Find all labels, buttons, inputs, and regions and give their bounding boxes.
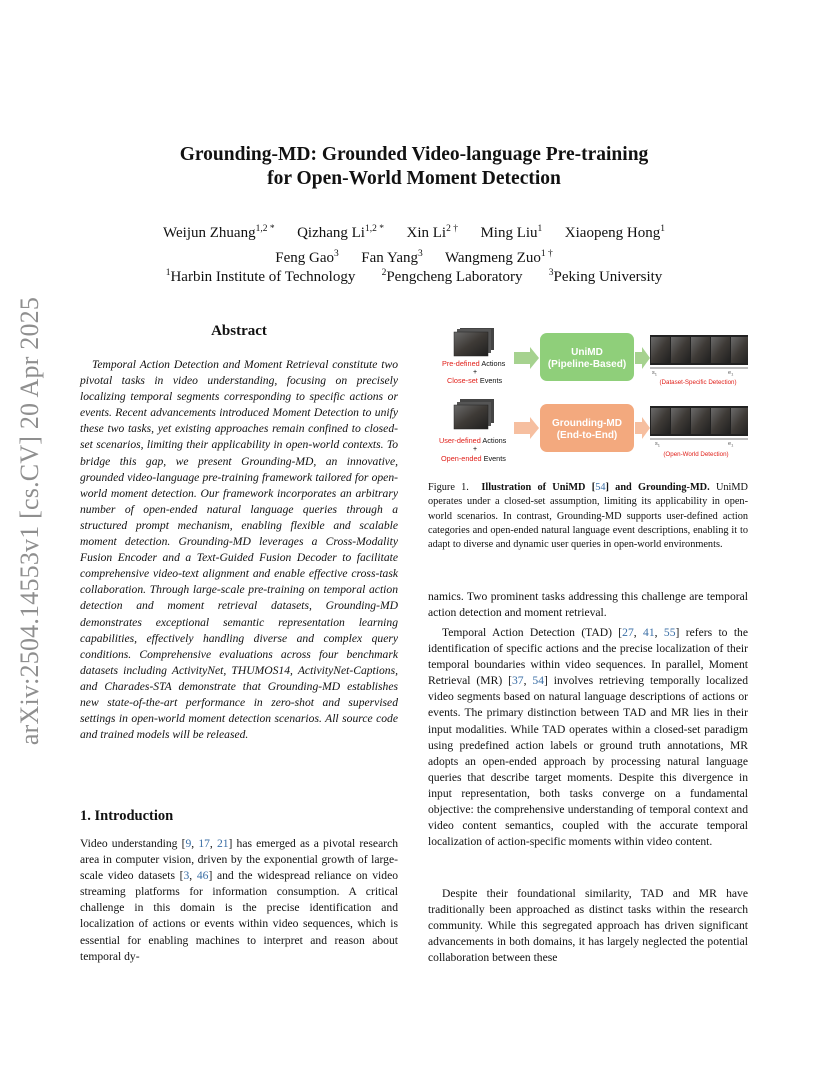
author-sup: 3	[417, 249, 423, 259]
citation-link[interactable]: 3	[183, 869, 190, 883]
caption-bold: Illustration of UniMD [	[481, 482, 596, 493]
aff-name: Peking University	[553, 269, 663, 285]
text-run: ,	[191, 837, 199, 850]
bottom-arrow-in	[514, 417, 539, 439]
text-run: ] has emerged as a pivotal research area in computer vision, driven by the exponential growth of large-scale video datasets [	[80, 837, 399, 883]
text-run: Video understanding [	[80, 837, 186, 850]
bottom-start-time: $s_1$	[655, 441, 660, 448]
title-line-1: Grounding-MD: Grounded Video-language Pre-training	[179, 144, 649, 165]
aff-name: Harbin Institute of Technology	[170, 269, 356, 285]
author-name: Ming Liu	[480, 225, 538, 241]
citation-link[interactable]: 9	[185, 837, 192, 850]
right-paragraph-2: Despite their foundational similarity, TAD and MR have traditionally been approached as distinct tasks within the research community. While this segregated approach has driven significant advancements in both domains, it has largely neglected the potential collaboration between these	[428, 887, 748, 965]
bottom-end-time: $e_1$	[728, 441, 734, 448]
author-sup: 3	[334, 249, 339, 259]
author-sup: 1,2 *	[255, 224, 275, 234]
text-run: ] and the widespread reliance on video streaming platforms for information consumption. A critical challenge in this domain is the precise identification and localization of actions or events within video sequences, which is essential for enabling machines to interpret and reason about temporal dy-	[80, 869, 399, 963]
author-sup: 1	[537, 224, 543, 234]
citation-link[interactable]: 37	[511, 674, 524, 688]
top-video-stack-icon	[454, 328, 494, 356]
top-end-time: $e_1$	[728, 370, 734, 377]
arxiv-watermark	[12, 286, 48, 756]
unimd-box-title: UniMD	[571, 347, 603, 358]
unimd-box-subtitle: (Pipeline-Based)	[547, 359, 627, 370]
affiliations	[80, 268, 748, 286]
aff-sup: 3	[548, 268, 554, 278]
text-run: ,	[189, 869, 197, 883]
top-input-label-2: Close-set Events	[447, 376, 503, 385]
figure-caption	[428, 481, 748, 552]
abstract-text: Temporal Action Detection and Moment Retrieval constitute two pivotal tasks in video understanding, focusing on precisely localizing temporal segments corresponding to specific actions or events. Recent advancements introduced Moment Detection to unify these two tasks, yet existing approaches remain confined to closed-set scenarios, limiting their applicability in open-world contexts. To bridge this gap, we present Grounding-MD, an innovative, grounded video-language pre-training framework tailored for open-world moment detection. Our framework incorporates an arbitrary number of open-ended natural language queries through a structured prompt mechanism, enabling flexible and scalable moment detection. Grounding-MD leverages a Cross-Modality Fusion Encoder and a Text-Guided Fusion Decoder to facilitate comprehensive video-text alignment and enable effective cross-task collaboration. Through large-scale pre-training on temporal action detection and moment retrieval datasets, Grounding-MD demonstrates exceptional semantic representation learning capabilities, effectively handling diverse and complex query conditions. Comprehensive evaluations across four benchmark datasets including ActivityNet, THUMOS14, ActivityNet-Captions, and Charades-STA demonstrate that Grounding-MD establishes new state-of-the-art performance in zero-shot and supervised settings in open-world moment detection scenarios. All source code and trained models will be released.	[80, 358, 398, 742]
author-name: Weijun Zhuang	[163, 225, 256, 241]
text-run: ] refers to the identification of specific actions and the precise localization of their temporal boundaries within video sequences. In parallel, Moment Retrieval (MR) [	[428, 626, 748, 688]
right-paragraph-1	[428, 625, 748, 850]
title-line-2: for Open-World Moment Detection	[267, 168, 561, 189]
paper-title	[80, 143, 748, 191]
citation-link[interactable]: 54	[595, 482, 606, 493]
intro-paragraph	[80, 836, 398, 965]
author-name: Feng Gao	[275, 250, 335, 266]
citation-link[interactable]: 27	[622, 626, 634, 639]
bottom-arrow-out	[635, 417, 650, 439]
author-name: Qizhang Li	[297, 225, 365, 241]
citation-link[interactable]: 41	[643, 626, 655, 639]
author-row-1	[80, 219, 748, 244]
text-run: ,	[209, 837, 217, 850]
text-run: ,	[523, 674, 533, 688]
author-name: Fan Yang	[361, 250, 418, 266]
citation-link[interactable]: 46	[196, 869, 209, 883]
top-arrow-in	[514, 347, 539, 369]
intro-heading: 1. Introduction	[80, 808, 174, 824]
text-run: ,	[654, 626, 664, 639]
author-sup: 1 †	[540, 249, 553, 259]
arxiv-id: arXiv:2504.14553v1 [cs.CV] 20 Apr 2025	[15, 296, 44, 746]
caption-text: UniMD operates under a closed-set assumption, limiting its applicability in open-world scenarios. In contrast, Grounding-MD supports user-defined action categories and open-ended natural language event descriptions, enabling it to adapt to diverse and dynamic user queries in open-world environments.	[428, 482, 748, 551]
top-detection-caption: (Dataset-Specific Detection)	[659, 379, 737, 386]
author-sup: 1	[660, 224, 665, 234]
text-run: ,	[633, 626, 644, 639]
top-frame-strip	[650, 335, 748, 368]
citation-link[interactable]: 21	[216, 837, 229, 850]
aff-sup: 1	[165, 268, 171, 278]
top-plus: +	[472, 369, 478, 376]
bottom-video-stack-icon	[454, 399, 494, 429]
grounding-md-box-title: Grounding-MD	[552, 418, 622, 429]
grounding-md-box-subtitle: (End-to-End)	[556, 430, 618, 441]
top-input-label: Pre-defined Actions	[442, 359, 506, 368]
top-arrow-out	[635, 347, 650, 369]
author-name: Xiaopeng Hong	[564, 225, 661, 241]
bottom-frame-strip	[650, 406, 748, 439]
author-row-2	[80, 244, 748, 269]
author-name: Wangmeng Zuo	[444, 250, 541, 266]
citation-link[interactable]: 54	[532, 674, 544, 688]
aff-name: Pengcheng Laboratory	[386, 269, 523, 285]
bottom-detection-caption: (Open-World Detection)	[663, 451, 729, 458]
author-sup: 1,2 *	[364, 224, 384, 234]
author-list	[80, 219, 748, 269]
bottom-input-label-2: Open-ended Events	[441, 454, 506, 463]
author-name: Xin Li	[406, 225, 447, 241]
aff-sup: 2	[381, 268, 387, 278]
abstract-heading: Abstract	[211, 323, 267, 339]
bottom-plus: +	[472, 446, 478, 453]
figure-1-diagram	[428, 328, 748, 468]
right-paragraph-0: namics. Two prominent tasks addressing this challenge are temporal action detection and moment retrieval.	[428, 590, 748, 620]
caption-label: Figure 1.	[428, 482, 469, 493]
citation-link[interactable]: 17	[198, 837, 210, 850]
text-run: Temporal Action Detection (TAD) [	[442, 626, 623, 639]
text-run: ] involves retrieving temporally localized video segments based on natural language descriptions of actions or events. The primary distinction between TAD and MR lies in their input modalities. While TAD operates within a closed-set paradigm using predefined action labels or ground truth annotations, MR adopts an open-ended approach by processing natural language queries that describe target moments. Despite this divergence in input representation, both tasks converge on a fundamental objective: the comprehensive understanding of temporal context and video content semantics, coupled with the accurate temporal localization of action-specific moments within video content.	[428, 674, 748, 849]
top-start-time: $s_1$	[652, 370, 657, 377]
caption-bold: ] and Grounding-MD.	[605, 482, 710, 493]
bottom-input-label: User-defined Actions	[439, 436, 507, 445]
citation-link[interactable]: 55	[663, 626, 676, 639]
author-sup: 2 †	[446, 224, 458, 234]
